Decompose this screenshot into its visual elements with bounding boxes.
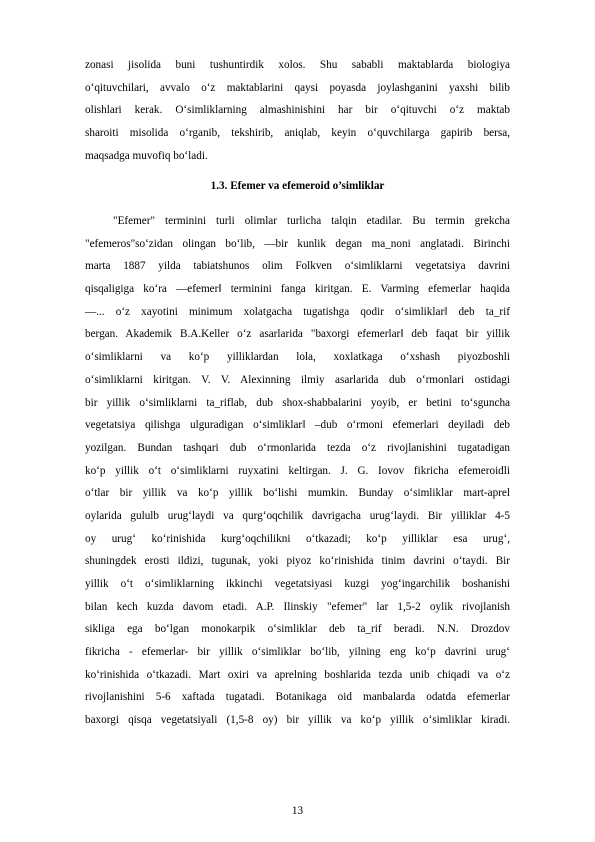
text-line: sikliga ega bo‘lgan monokarpik o‘simliklar deb ta_rif beradi. N.N. Drozdov <box>85 623 510 636</box>
text-line: vegetatsiya qilishga ulguradigan o‘simliklar‖ –dub o‘rmoni efemerlari deyiladi deb <box>85 419 510 432</box>
section-heading: 1.3. Efemer va efemeroid o’simliklar <box>210 180 385 192</box>
text-line: oylarida gululb urug‘laydi va qurg‘oqchilik davrigacha urug‘laydi. Bir yilliklar 4-5 <box>85 509 510 522</box>
text-line: o‘qituvchilari, avvalo o‘z maktablarini qaysi poyasda joylashganini yaxshi bilib <box>85 81 510 94</box>
paragraph-efemer <box>85 210 510 732</box>
text-line: bilan kech kuzda davom etadi. A.P. Ilinskiy "efemer" lar 1,5-2 oylik rivojlanish <box>85 600 510 613</box>
text-line: ko‘rinishida o‘tkazadi. Mart oxiri va aprelning boshlarida tezda unib chiqadi va o‘z <box>85 668 510 681</box>
text-line: fikricha - efemerlar- bir yillik o‘simliklar bo‘lib, yilning eng ko‘p davrini urug‘ <box>85 646 510 659</box>
text-line: ko‘p yillik o‘t o‘simliklarni ruyxatini keltirgan. J. G. Iovov fikricha efemeroidli <box>85 464 510 477</box>
text-line: zonasi jisolida buni tushuntirdik xolos. Shu sababli maktablarda biologiya <box>85 59 510 71</box>
text-line: maqsadga muvofiq bo‘ladi. <box>85 149 208 162</box>
text-line: yozilgan. Bundan tashqari dub o‘rmonlarida tezda o‘z rivojlanishini tugatadigan <box>85 441 510 454</box>
text-line: baxorgi qisqa vegetatsiyali (1,5-8 oy) bir yillik va ko‘p yillik o‘simliklar kiradi. <box>85 714 510 727</box>
text-line: marta 1887 yilda tabiatshunos olim Folkven o‘simliklarni vegetatsiya davrini <box>85 260 510 273</box>
text-line: "efemeros"so‘zidan olingan bo‘lib, ―bir kunlik degan ma_noni anglatadi. Birinchi <box>85 237 510 250</box>
text-line: ―... o‘z xayotini minimum xolatgacha tugatishga qodir o‘simliklar‖ deb ta_rif <box>85 305 510 318</box>
text-line: sharoiti misolida o‘rganib, tekshirib, aniqlab, keyin o‘quvchilarga gapirib bersa, <box>85 127 510 140</box>
text-line: o‘simliklarni kiritgan. V. V. Alexinning ilmiy asarlarida dub o‘rmonlari ostidagi <box>85 373 510 386</box>
text-line: shuningdek erosti ildizi, tugunak, yoki piyoz ko‘rinishida tinim davrini o‘taydi. Bir <box>85 555 510 568</box>
text-line: qisqaligiga ko‘ra ―efemer‖ terminini fanga kiritgan. E. Varming efemerlar haqida <box>85 283 510 296</box>
text-line: oy urug‘ ko‘rinishida kurg‘oqchilikni o‘tkazadi; ko‘p yilliklar esa urug‘, <box>85 532 510 545</box>
page-number: 13 <box>291 805 304 817</box>
text-line: bergan. Akademik B.A.Keller o‘z asarlarida "baxorgi efemerlar‖ deb faqat bir yillik <box>85 328 510 341</box>
text-line: olishlari kerak. O‘simliklarning almashinishini har bir o‘qituvchi o‘z maktab <box>85 104 510 117</box>
text-line: o‘tlar bir yillik va ko‘p yillik bo‘lishi mumkin. Bunday o‘simliklar mart-aprel <box>85 487 510 500</box>
text-line: o‘simliklarni va ko‘p yilliklardan lola, xoxlatkaga o‘xshash piyozboshli <box>85 351 510 364</box>
text-line: yillik o‘t o‘simliklarning ikkinchi vegetatsiyasi kuzgi yog‘ingarchilik boshanishi <box>85 578 510 590</box>
paragraph-intro <box>85 54 510 167</box>
text-line: "Efemer" terminini turli olimlar turlicha talqin etadilar. Bu termin grekcha <box>113 215 510 227</box>
text-line: rivojlanishini 5-6 xaftada tugatadi. Botanikaga oid manbalarda odatda efemerlar <box>85 691 510 704</box>
text-line: bir yillik o‘simliklarni ta_riflab, dub shox-shabbalarini yoyib, er betini to‘sguncha <box>85 396 510 409</box>
